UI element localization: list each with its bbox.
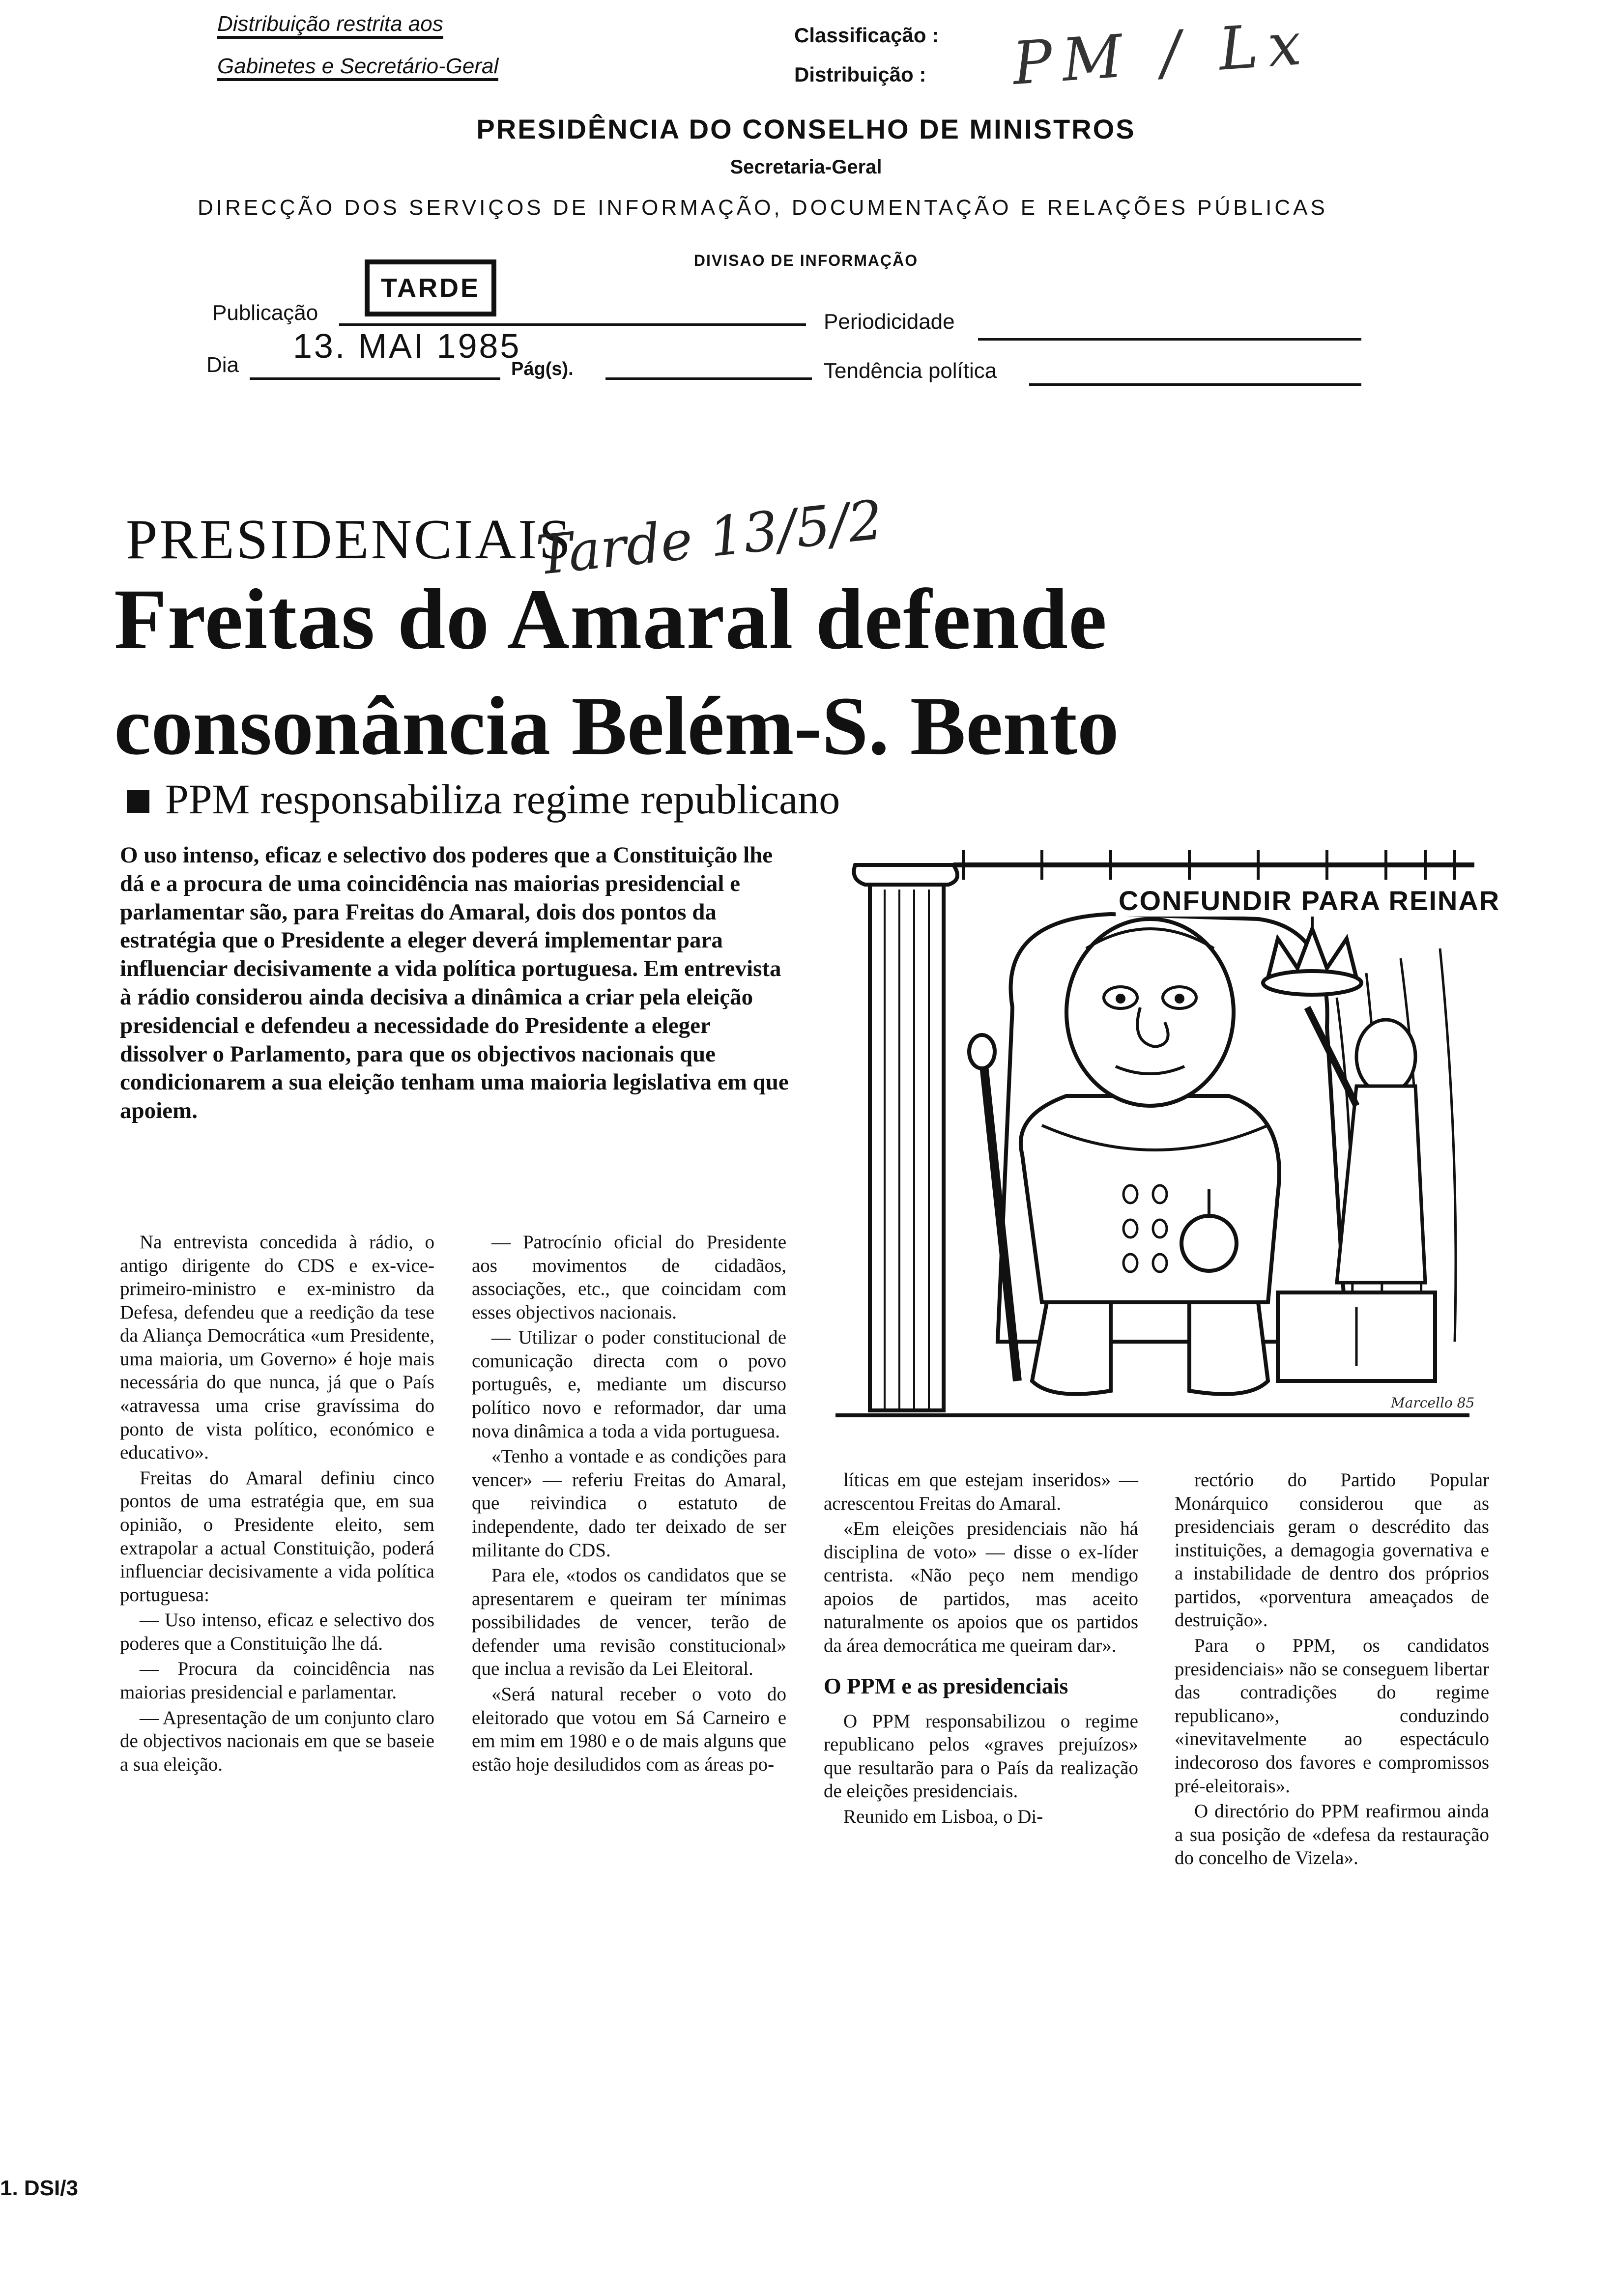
article-paragraph: Reunido em Lisboa, o Di- [843,1806,1043,1828]
article-paragraph: — Uso intenso, eficaz e selectivo dos poderes que a Constituição lhe dá. [120,1609,434,1654]
article-paragraph: rectório do Partido Popular Monárquico considerou que as presidenciais geram o descrédito das instituições, a demagogia governativa e a instabilidade de dentro dos próprios partidos, «porventura ameaçados de destruição». [1175,1469,1489,1631]
article-paragraph: «Será natural receber o voto do eleitorado que votou em Sá Carneiro e em mim em 1980 e o de mais alguns que estão hoje desiludidos com as áreas po- [472,1683,786,1775]
article-column-1 [120,1231,434,1778]
cartoon-caption: CONFUNDIR PARA REINAR [1116,885,1503,917]
tendencia-line [1029,383,1361,386]
article-column-3 [824,1468,1138,1831]
article-lead: O uso intenso, eficaz e selectivo dos poderes que a Constituição lhe dá e a procura de uma coincidência nas maiorias presidencial e parlamentar são, para Freitas do Amaral, dois dos pontos da estratégia que o Presidente a eleger deverá implementar para influenciar decisivamente a vida política portuguesa. Em entrevista à rádio considerou ainda decisiva a dinâmica a criar pela eleição presidencial e defendeu a necessidade do Presidente a eleger dissolver o Parlamento, para que os objectivos nacionais que condicionarem a sua eleição tenham uma maioria legislativa em que apoiem. [120,842,789,1124]
political-cartoon [835,850,1500,1430]
article-paragraph: Freitas do Amaral definiu cinco pontos de uma estratégia que, em sua opinião, o Presidente eleito, sem extrapolar a actual Constituição, poderá influenciar decisivamente a vida política portuguesa: [120,1467,434,1606]
article-paragraph: líticas em que estejam inseridos» — acrescentou Freitas do Amaral. [824,1469,1138,1514]
cartoon-illustration [835,850,1477,1430]
pag-line [605,377,812,380]
dia-line [250,377,500,380]
organization-name: PRESIDÊNCIA DO CONSELHO DE MINISTROS [476,114,1136,144]
distribution-restriction-line2: Gabinetes e Secretário-Geral [217,54,561,79]
article-title-line1: Freitas do Amaral defende [114,572,1108,667]
cartoon-signature: Marcello 85 [1391,1395,1475,1411]
article-paragraph: Para ele, «todos os candidatos que se apresentarem e queiram ter mínimas possibilidades de vencer, terão de defender uma revisão constitucional» que inclua a revisão da Lei Eleitoral. [472,1565,786,1680]
periodicidade-label: Periodicidade [824,310,955,334]
article-paragraph: — Patrocínio oficial do Presidente aos movimentos de cidadãos, associações, etc., que coincidam com esses objectivos nacionais. [472,1232,786,1323]
publication-stamp: TARDE [365,259,496,316]
secretaria-geral: Secretaria-Geral [730,156,882,178]
classification-label: Classificação : [794,24,939,47]
ppm-subheading: O PPM e as presidenciais [824,1673,1068,1698]
handwritten-date-note: Tarde 13/5/2 [533,488,886,587]
handwritten-classification-mark: PM / Lx [1010,9,1313,99]
article-title-line2: consonância Belém-S. Bento [114,680,1119,772]
article-column-4 [1175,1468,1489,1872]
publicacao-line [339,323,806,326]
article-paragraph: «Tenho a vontade e as condições para vencer» — referiu Freitas do Amaral, que reivindica o estatuto de independente, dado ter deixado de ser militante do CDS. [472,1446,786,1561]
tendencia-label: Tendência política [824,359,997,383]
article-kicker: PRESIDENCIAIS [126,508,573,571]
dia-value-stamp: 13. MAI 1985 [293,327,521,365]
article-paragraph: «Em eleições presidenciais não há disciplina de voto» — disse o ex-líder centrista. «Não peço nem mendigo apoios de partidos, mas aceito naturalmente os apoios que os partidos da área democrática me queiram dar». [824,1518,1138,1657]
subtitle-bullet-icon [127,790,149,813]
article-paragraph: O PPM responsabilizou o regime republicano pelos «graves prejuízos» que resultarão para o País da realização de eleições presidenciais. [824,1710,1138,1802]
article-paragraph: O directório do PPM reafirmou ainda a sua posição de «defesa da restauração do concelho de Vizela». [1175,1801,1489,1869]
pag-label: Pág(s). [511,359,574,379]
article-column-2 [472,1231,786,1778]
article-paragraph: Para o PPM, os candidatos presidenciais» não se conseguem libertar das contradições do regime republicano», conduzindo «inevitavelmente ao espectáculo indecoroso dos favores e compromissos pré-eleitorais». [1175,1635,1489,1797]
periodicidade-line [978,338,1361,341]
article-paragraph: — Apresentação de um conjunto claro de objectivos nacionais em que se baseie a sua eleição. [120,1707,434,1775]
article-subtitle: PPM responsabiliza regime republicano [165,775,840,823]
divisao-informacao: DIVISAO DE INFORMAÇÃO [693,252,919,269]
article-paragraph: — Procura da coincidência nas maiorias presidencial e parlamentar. [120,1658,434,1703]
publicacao-label: Publicação [212,301,318,325]
dia-label: Dia [206,353,239,377]
article-paragraph: Na entrevista concedida à rádio, o antigo dirigente do CDS e ex-vice-primeiro-ministro e ex-ministro da Defesa, defendeu que a reedição da tese da Aliança Democrática «um Presidente, uma maioria, um Governo» é hoje mais necessária do que nunca, já que o País «atravessa uma crise gravíssima do ponto de vista político, económico e educativo». [120,1232,434,1464]
direccao-servicos: DIRECÇÃO DOS SERVIÇOS DE INFORMAÇÃO, DOCUMENTAÇÃO E RELAÇÕES PÚBLICAS [198,196,1328,220]
distribution-restriction-line1: Distribuição restrita aos [217,12,492,36]
form-code: 1. DSI/3 [0,2176,78,2200]
distribution-label: Distribuição : [794,63,926,86]
article-paragraph: — Utilizar o poder constitucional de comunicação directa com o povo português, e, mediante um discurso político novo e reformador, dar uma nova dinâmica a toda a vida portuguesa. [472,1327,786,1442]
